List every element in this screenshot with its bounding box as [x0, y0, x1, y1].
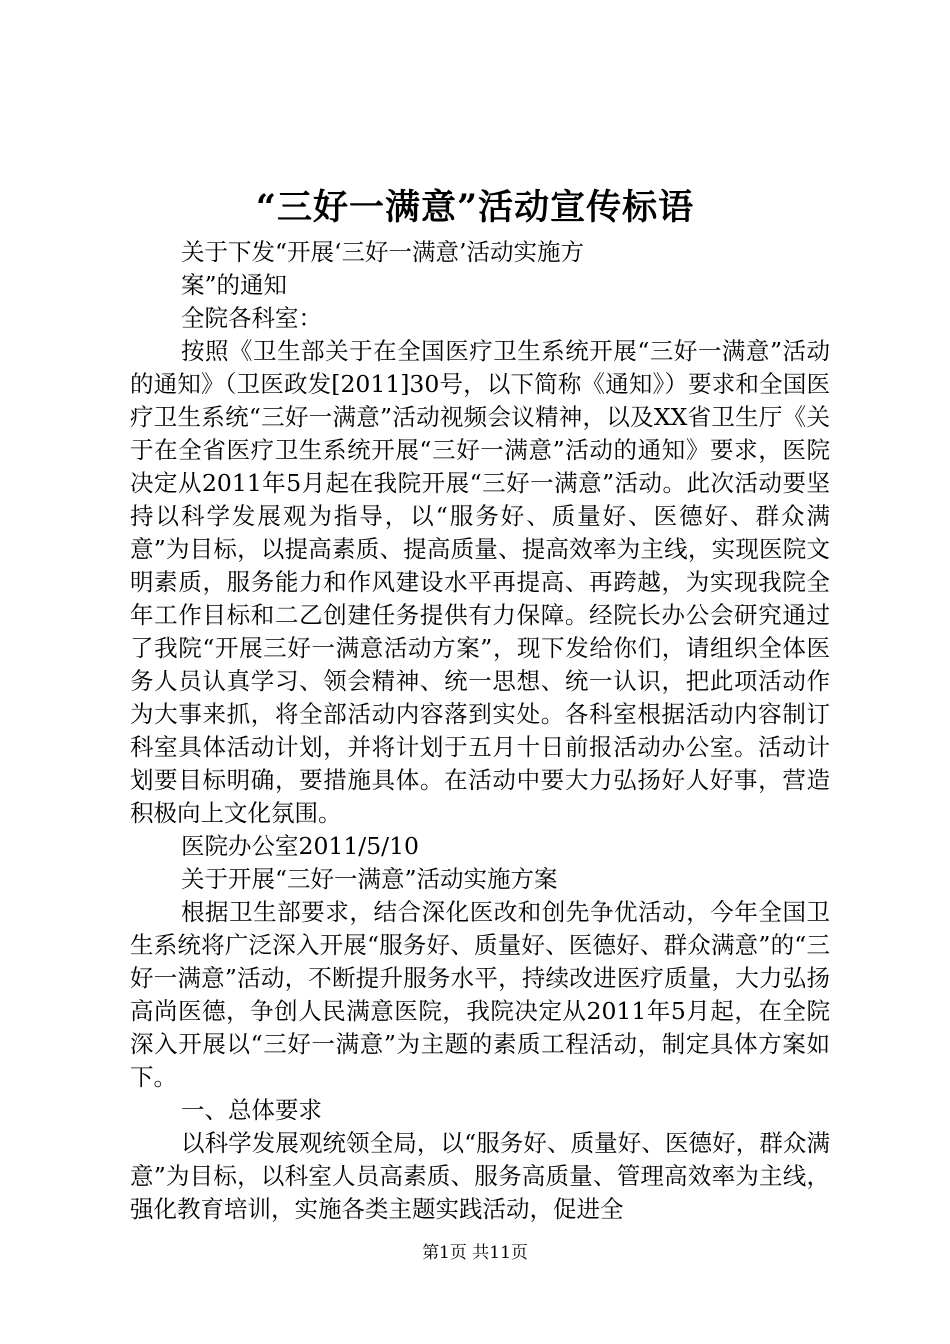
signature: 医院办公室2011/5/10: [181, 832, 419, 860]
paragraph-plan-intro: 根据卫生部要求，结合深化医改和创先争优活动，今年全国卫生系统将广泛深入开展“服务好、质量好、医德好、群众满意”的“三好一满意”活动，不断提升服务水平，持续改进医疗质量，大力弘扬高尚医德，争创人民满意医院，我院决定从2011年5月起，在全院深入开展以“三好一满意”为主题的素质工程活动，制定具体方案如下。: [130, 898, 830, 1091]
paragraph-notice-body: 按照《卫生部关于在全国医疗卫生系统开展“三好一满意”活动的通知》（卫医政发[2011]30号，以下简称《通知》）要求和全国医疗卫生系统“三好一满意”活动视频会议精神，以及XX省卫生厅《关于在全省医疗卫生系统开展“三好一满意”活动的通知》要求，医院决定从2011年5月起在我院开展“三好一满意”活动。此次活动要坚持以科学发展观为指导，以“服务好、质量好、医德好、群众满意”为目标，以提高素质、提高质量、提高效率为主线，实现医院文明素质，服务能力和作风建设水平再提高、再跨越，为实现我院全年工作目标和二乙创建任务提供有力保障。经院长办公会研究通过了我院“开展三好一满意活动方案”，现下发给你们，请组织全体医务人员认真学习、领会精神、统一思想、统一认识，把此项活动作为大事来抓，将全部活动内容落到实处。各科室根据活动内容制订科室具体活动计划，并将计划于五月十日前报活动办公室。活动计划要目标明确，要措施具体。在活动中要大力弘扬好人好事，营造积极向上文化氛围。: [130, 337, 830, 827]
paragraph-general-requirements: 以科学发展观统领全局，以“服务好、质量好、医德好，群众满意”为目标，以科室人员高素质、服务高质量、管理高效率为主线，强化教育培训，实施各类主题实践活动，促进全: [130, 1129, 830, 1223]
page-indicator: 第1页 共11页: [422, 1243, 528, 1263]
plan-heading: 关于开展“三好一满意”活动实施方案: [181, 865, 558, 893]
notice-heading-line2: 案”的通知: [181, 271, 288, 299]
section-heading: 一、总体要求: [181, 1096, 322, 1124]
document-body: [130, 236, 830, 1226]
document-title: “三好一满意”活动宣传标语: [255, 187, 695, 228]
salutation: 全院各科室：: [181, 304, 322, 332]
notice-heading-line1: 关于下发“开展‘三好一满意’活动实施方: [181, 238, 584, 266]
